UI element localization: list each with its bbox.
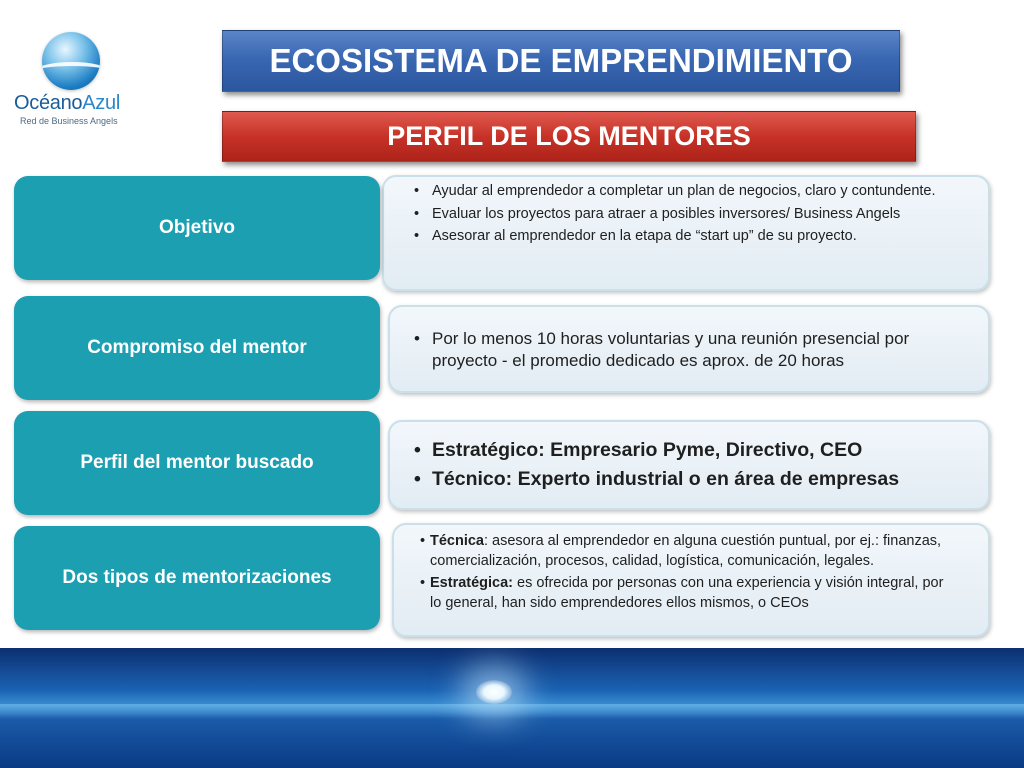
bullet-icon: • — [414, 183, 420, 199]
sun-icon — [476, 680, 512, 704]
logo-name — [14, 92, 134, 115]
mentorizaciones-content-box — [392, 523, 990, 637]
bullet-icon: • — [414, 228, 420, 244]
page-subtitle: PERFIL DE LOS MENTORES — [222, 111, 916, 162]
list-item — [410, 204, 948, 225]
list-item-text: Ayudar al emprendedor a completar un plan de negocios, claro y contundente. — [432, 183, 936, 199]
oceanoazul-logo — [14, 28, 134, 128]
list-item-text: Estratégico: Empresario Pyme, Directivo, CEO — [432, 439, 863, 461]
bullet-icon: • — [420, 575, 426, 591]
list-item — [410, 181, 948, 202]
list-item — [410, 465, 948, 494]
ocean-footer-image — [0, 648, 1024, 768]
list-item — [420, 531, 958, 571]
list-item-text: : asesora al emprendedor en alguna cuestión puntual, por ej.: finanzas, comercialización, procesos, calidad, logística, comunicación, legales. — [430, 533, 942, 569]
compromiso-list — [410, 328, 948, 372]
perfil-label: Perfil del mentor buscado — [14, 411, 380, 515]
perfil-list — [410, 436, 948, 494]
objetivo-label: Objetivo — [14, 176, 380, 280]
list-item-text: es ofrecida por personas con una experiencia y visión integral, por lo general, han sido emprendedores ellos mismos, o CEOs — [430, 575, 944, 611]
list-item-text: Asesorar al emprendedor en la etapa de “start up” de su proyecto. — [432, 228, 857, 244]
objetivo-content-box — [382, 175, 990, 291]
bullet-icon: • — [414, 205, 420, 222]
list-item — [420, 573, 958, 613]
logo-name-part1: Océano — [14, 92, 83, 114]
perfil-content-box — [388, 420, 990, 510]
logo-tagline: Red de Business Angels — [20, 116, 118, 126]
list-item-text: Técnico: Experto industrial o en área de empresas — [432, 468, 900, 490]
bullet-icon: • — [420, 533, 426, 549]
list-item-text: Por lo menos 10 horas voluntarias y una reunión presencial por proyecto - el promedio dedicado es aprox. de 20 horas — [432, 329, 910, 370]
horizon-glow — [0, 704, 1024, 718]
list-item — [410, 328, 948, 372]
bullet-icon: • — [414, 439, 421, 461]
objetivo-list — [410, 181, 948, 247]
logo-name-part2: Azul — [82, 92, 120, 114]
list-item-text: Evaluar los proyectos para atraer a posibles inversores/ Business Angels — [432, 205, 901, 222]
mentorizaciones-list — [420, 531, 958, 613]
mentorizaciones-label: Dos tipos de mentorizaciones — [14, 526, 380, 630]
list-item-term: Técnica — [430, 533, 484, 549]
list-item-term: Estratégica: — [430, 575, 514, 591]
compromiso-label: Compromiso del mentor — [14, 296, 380, 400]
globe-wave-icon — [42, 32, 100, 90]
list-item — [410, 436, 948, 465]
bullet-icon: • — [414, 468, 421, 490]
compromiso-content-box — [388, 305, 990, 393]
page-title: ECOSISTEMA DE EMPRENDIMIENTO — [222, 30, 900, 92]
bullet-icon: • — [414, 329, 420, 348]
list-item — [410, 226, 948, 247]
